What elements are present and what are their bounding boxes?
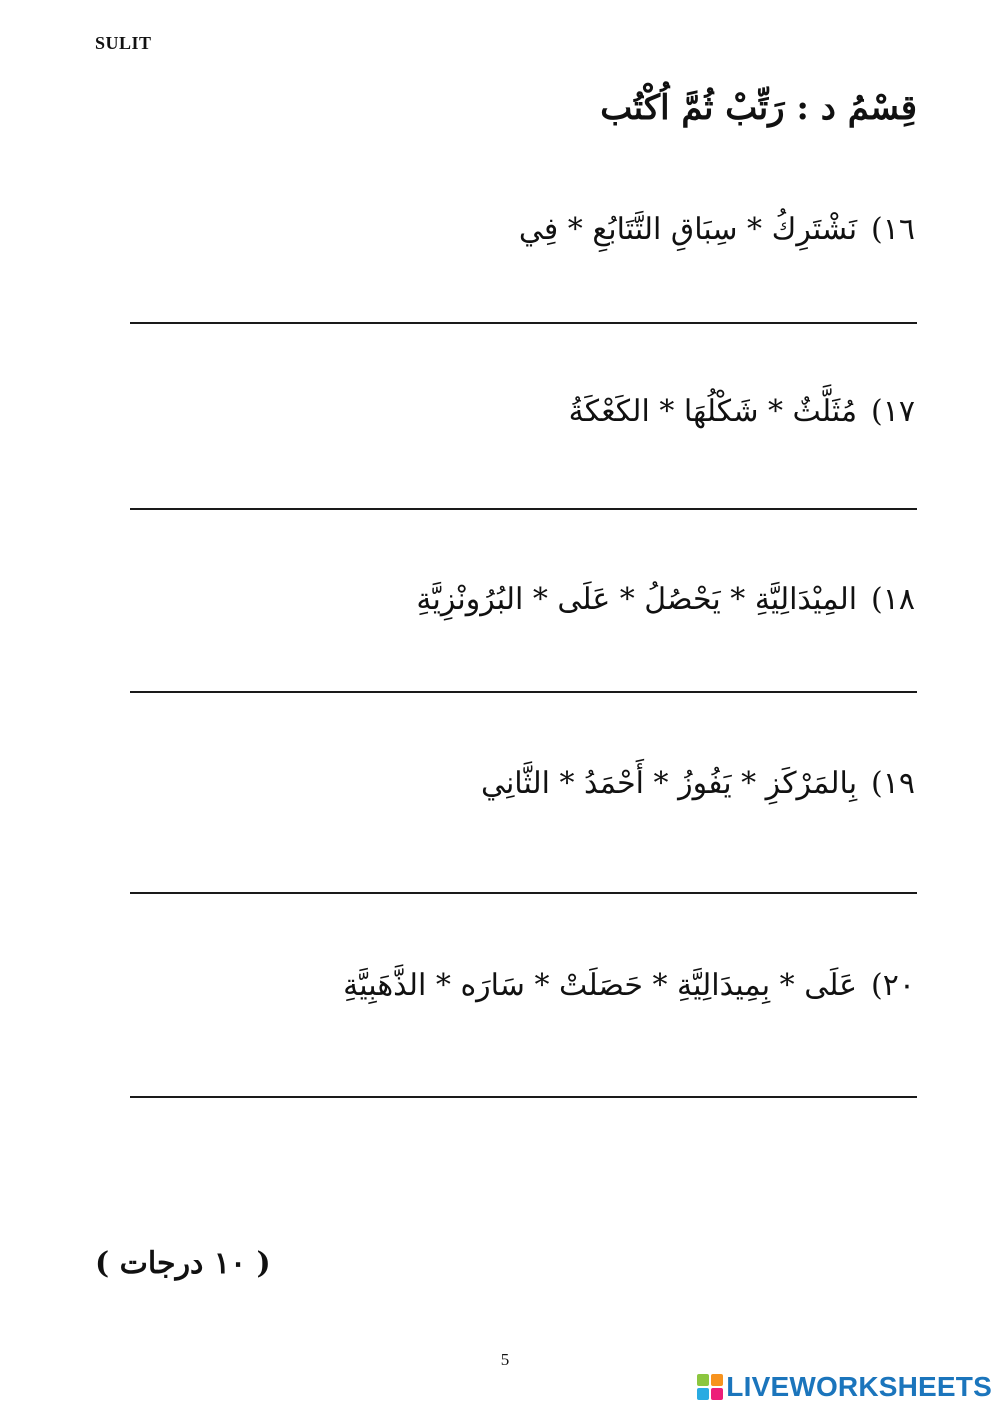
question-words: مُثَلَّثٌ * شَكْلُهَا * الكَعْكَةُ bbox=[568, 394, 858, 429]
answer-line-17[interactable] bbox=[130, 508, 917, 510]
answer-line-16[interactable] bbox=[130, 322, 917, 324]
question-number: ٢٠) bbox=[871, 968, 915, 1003]
logo-tile bbox=[711, 1374, 723, 1386]
header-label: SULIT bbox=[95, 33, 152, 53]
logo-tile bbox=[697, 1388, 709, 1400]
question-16 bbox=[519, 212, 915, 247]
question-number: ١٧) bbox=[871, 394, 915, 429]
question-17 bbox=[569, 394, 915, 429]
liveworksheets-logo-icon bbox=[697, 1374, 723, 1400]
marks-label: ( ١٠ درجات ) bbox=[95, 1246, 271, 1281]
watermark[interactable] bbox=[697, 1371, 992, 1403]
answer-line-20[interactable] bbox=[130, 1096, 917, 1098]
page-number: 5 bbox=[500, 1350, 510, 1369]
question-words: عَلَى * بِمِيدَالِيَّةِ * حَصَلَتْ * سَارَه * الذَّهَبِيَّةِ bbox=[343, 968, 858, 1003]
question-number: ١٨) bbox=[871, 582, 915, 617]
question-words: نَشْتَرِكُ * سِبَاقِ التَّتَابُعِ * فِي bbox=[518, 212, 858, 247]
question-number: ١٦) bbox=[871, 212, 915, 247]
question-18 bbox=[416, 582, 915, 617]
logo-tile bbox=[711, 1388, 723, 1400]
question-words: بِالمَرْكَزِ * يَفُوزُ * أَحْمَدُ * الثَّانِي bbox=[480, 766, 858, 801]
question-number: ١٩) bbox=[871, 766, 915, 801]
question-20 bbox=[343, 968, 915, 1003]
question-words: المِيْدَالِيَّةِ * يَحْصُلُ * عَلَى * البُرُونْزِيَّةِ bbox=[416, 582, 858, 617]
section-title: قِسْمُ د : رَتِّبْ ثُمَّ اُكْتُب bbox=[600, 88, 917, 128]
answer-line-18[interactable] bbox=[130, 691, 917, 693]
watermark-text: LIVEWORKSHEETS bbox=[726, 1371, 992, 1402]
answer-line-19[interactable] bbox=[130, 892, 917, 894]
question-19 bbox=[481, 766, 915, 801]
logo-tile bbox=[697, 1374, 709, 1386]
